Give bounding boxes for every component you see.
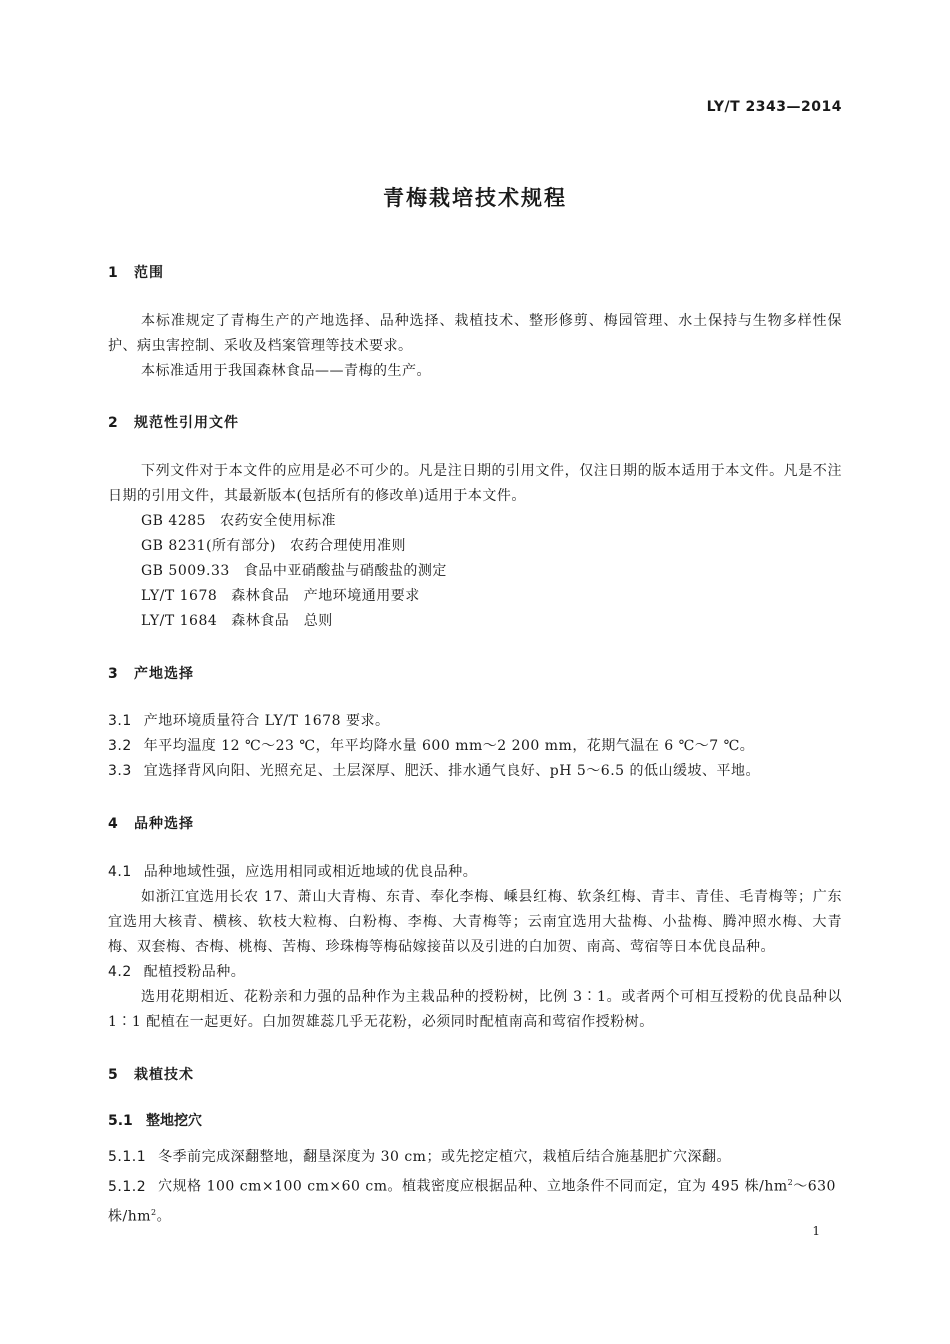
reference-code: GB 4285	[141, 513, 207, 529]
section-number: 2	[108, 415, 119, 431]
pollination-paragraph: 选用花期相近、花粉亲和力强的品种作为主栽品种的授粉树，比例 3∶1。或者两个可相互授粉的优良品种以 1∶1 配植在一起更好。白加贺雄蕊几乎无花粉，必须同时配植南高和莺宿作授粉树。	[108, 989, 842, 1030]
clause-text: 穴规格 100 cm×100 cm×60 cm。植栽密度应根据品种、立地条件不同而定，宜为 495 株/hm	[158, 1178, 788, 1195]
reference-item	[141, 584, 420, 609]
subsection-5-1-heading	[108, 1110, 202, 1130]
clause-text: 品种地域性强，应选用相同或相近地域的优良品种。	[143, 864, 478, 880]
clause-text: 年平均温度 12 ℃～23 ℃，年平均降水量 600 mm～2 200 mm，花期气温在 6 ℃～7 ℃。	[143, 738, 755, 754]
clause-3-1	[108, 709, 842, 734]
clause-text: 宜选择背风向阳、光照充足、土层深厚、肥沃、排水通气良好、pH 5～6.5 的低山缓坡、平地。	[143, 763, 761, 779]
reference-item	[141, 534, 406, 559]
variety-examples-paragraph: 如浙江宜选用长农 17、萧山大青梅、东青、奉化李梅、嵊县红梅、软条红梅、青丰、青佳、毛青梅等；广东宜选用大核青、横核、软枝大粒梅、白粉梅、李梅、大青梅等；云南宜选用大盐梅、小盐梅、腾冲照水梅、大青梅、双套梅、杏梅、桃梅、苦梅、珍珠梅等梅砧嫁接苗以及引进的白加贺、南高、莺宿等日本优良品种。	[108, 889, 842, 955]
subsection-title: 整地挖穴	[146, 1113, 202, 1129]
section-number: 3	[108, 666, 119, 682]
clause-text: 冬季前完成深翻整地，翻垦深度为 30 cm；或先挖定植穴，栽植后结合施基肥扩穴深翻。	[158, 1149, 731, 1165]
references-intro-paragraph: 下列文件对于本文件的应用是必不可少的。凡是注日期的引用文件，仅注日期的版本适用于本文件。凡是不注日期的引用文件，其最新版本(包括所有的修改单)适用于本文件。	[108, 463, 842, 504]
reference-name: 农药安全使用标准	[220, 513, 337, 529]
reference-item	[141, 559, 447, 584]
section-3-heading	[108, 663, 194, 683]
clause-text: 配植授粉品种。	[143, 964, 246, 980]
clause-number: 5.1.1	[108, 1149, 147, 1165]
clause-number: 3.3	[108, 763, 132, 779]
clause-4-1	[108, 860, 842, 885]
clause-number: 4.2	[108, 964, 132, 980]
standard-code: LY/T 2343—2014	[706, 99, 842, 115]
clause-5-1-1	[108, 1145, 842, 1170]
clause-5-1-2	[108, 1170, 842, 1229]
clause-number: 5.1.2	[108, 1178, 147, 1195]
reference-code: GB 8231(所有部分)	[141, 538, 276, 554]
document-title: 青梅栽培技术规程	[383, 186, 567, 210]
clause-number: 3.1	[108, 713, 132, 729]
section-title: 产地选择	[134, 666, 194, 682]
section-title: 规范性引用文件	[134, 415, 239, 431]
scope-paragraph-2: 本标准适用于我国森林食品——青梅的生产。	[141, 363, 431, 379]
superscript: 2	[151, 1207, 157, 1217]
clause-number: 3.2	[108, 738, 132, 754]
section-number: 5	[108, 1067, 119, 1083]
section-1-heading	[108, 262, 164, 282]
page-number: 1	[812, 1224, 820, 1238]
reference-name: 森林食品 总则	[231, 613, 333, 629]
clause-number: 4.1	[108, 864, 132, 880]
section-2-heading	[108, 412, 239, 432]
reference-code: LY/T 1678	[141, 588, 218, 604]
reference-name: 森林食品 产地环境通用要求	[231, 588, 420, 604]
section-5-heading	[108, 1064, 194, 1084]
section-number: 4	[108, 816, 119, 832]
reference-item	[141, 609, 333, 634]
clause-text: ～630 株/hm	[108, 1178, 836, 1225]
reference-code: GB 5009.33	[141, 563, 230, 579]
section-title: 范围	[134, 265, 164, 281]
subsection-number: 5.1	[108, 1113, 133, 1129]
clause-text: 。	[156, 1208, 172, 1225]
clause-3-2	[108, 734, 842, 759]
scope-paragraph-1: 本标准规定了青梅生产的产地选择、品种选择、栽植技术、整形修剪、梅园管理、水土保持与生物多样性保护、病虫害控制、采收及档案管理等技术要求。	[108, 313, 842, 354]
section-number: 1	[108, 265, 119, 281]
clause-text: 产地环境质量符合 LY/T 1678 要求。	[143, 713, 390, 729]
reference-name: 食品中亚硝酸盐与硝酸盐的测定	[243, 563, 447, 579]
section-title: 栽植技术	[134, 1067, 194, 1083]
section-title: 品种选择	[134, 816, 194, 832]
reference-name: 农药合理使用准则	[289, 538, 406, 554]
section-4-heading	[108, 813, 194, 833]
reference-item	[141, 509, 336, 534]
clause-4-2	[108, 960, 842, 985]
reference-code: LY/T 1684	[141, 613, 218, 629]
clause-3-3	[108, 759, 842, 784]
superscript: 2	[787, 1178, 794, 1187]
